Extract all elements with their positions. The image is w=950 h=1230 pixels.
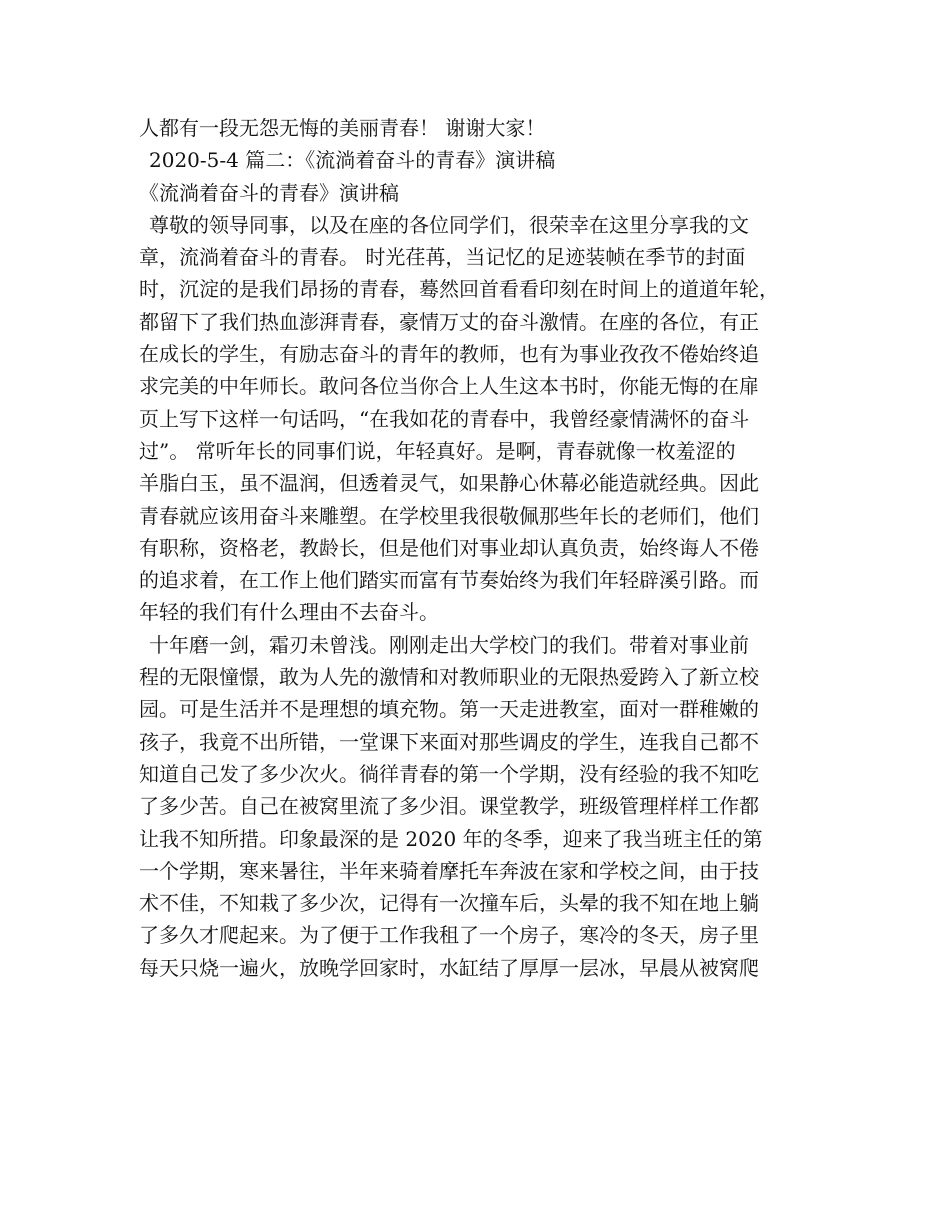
text-line: 孩子，我竟不出所错，一堂课下来面对那些调皮的学生，连我自己都不 (139, 729, 759, 754)
text-line: 有职称，资格老，教龄长，但是他们对事业却认真负责，始终诲人不倦 (139, 535, 759, 560)
text-line: 程的无限憧憬，敢为人先的激情和对教师职业的无限热爱跨入了新立校 (139, 665, 759, 690)
text-line: 年轻的我们有什么理由不去奋斗。 (139, 600, 439, 625)
text-line: 十年磨一剑，霜刃未曾浅。刚刚走出大学校门的我们。带着对事业前 (149, 632, 749, 657)
section-title: 《流淌着奋斗的青春》演讲稿 (139, 180, 399, 205)
text-line: 章，流淌着奋斗的青春。 时光荏苒，当记忆的足迹装帧在季节的封面 (139, 245, 746, 270)
text-line: 在成长的学生，有励志奋斗的青年的教师，也有为事业孜孜不倦始终追 (139, 342, 759, 367)
text-line: 求完美的中年师长。敢问各位当你合上人生这本书时，你能无悔的在扉 (139, 374, 759, 399)
text-line: 过”。 常听年长的同事们说，年轻真好。是啊，青春就像一枚羞涩的 (139, 438, 736, 463)
text-line: 羊脂白玉，虽不温润，但透着灵气，如果静心休幕必能造就经典。因此 (139, 471, 759, 496)
text-line: 知道自己发了多少次火。徜徉青春的第一个学期，没有经验的我不知吃 (139, 761, 759, 786)
text-line: 了多久才爬起来。为了便于工作我租了一个房子，寒冷的冬天，房子里 (139, 923, 759, 948)
text-line: 一个学期，寒来暑往，半年来骑着摩托车奔波在家和学校之间，由于技 (139, 858, 759, 883)
text-line: 的追求着，在工作上他们踏实而富有节奏始终为我们年轻辟溪引路。而 (139, 568, 759, 593)
text-line: 园。可是生活并不是理想的填充物。第一天走进教室，面对一群稚嫩的 (139, 697, 759, 722)
text-line: 让我不知所措。印象最深的是 2020 年的冬季，迎来了我当班主任的第 (139, 826, 763, 851)
text-line: 时，沉淀的是我们昂扬的青春，蓦然回首看看印刻在时间上的道道年轮， (139, 277, 779, 302)
text-line: 人都有一段无怨无悔的美丽青春！ 谢谢大家！ (139, 116, 546, 140)
text-line: 了多少苦。自己在被窝里流了多少泪。课堂教学，班级管理样样工作都 (139, 794, 759, 819)
text-line: 青春就应该用奋斗来雕塑。在学校里我很敬佩那些年长的老师们，他们 (139, 503, 759, 528)
text-line: 尊敬的领导同事，以及在座的各位同学们，很荣幸在这里分享我的文 (149, 212, 749, 237)
text-line: 术不佳，不知栽了多少次，记得有一次撞车后，头晕的我不知在地上躺 (139, 891, 759, 916)
text-line: 2020-5-4 篇二：《流淌着奋斗的青春》演讲稿 (149, 148, 556, 173)
text-line: 每天只烧一遍火，放晚学回家时，水缸结了厚厚一层冰，早晨从被窝爬 (139, 955, 759, 980)
text-line: 都留下了我们热血澎湃青春，豪情万丈的奋斗激情。在座的各位，有正 (139, 309, 759, 334)
document-body (139, 112, 819, 984)
text-line: 页上写下这样一句话吗，“在我如花的青春中，我曾经豪情满怀的奋斗 (139, 406, 750, 431)
